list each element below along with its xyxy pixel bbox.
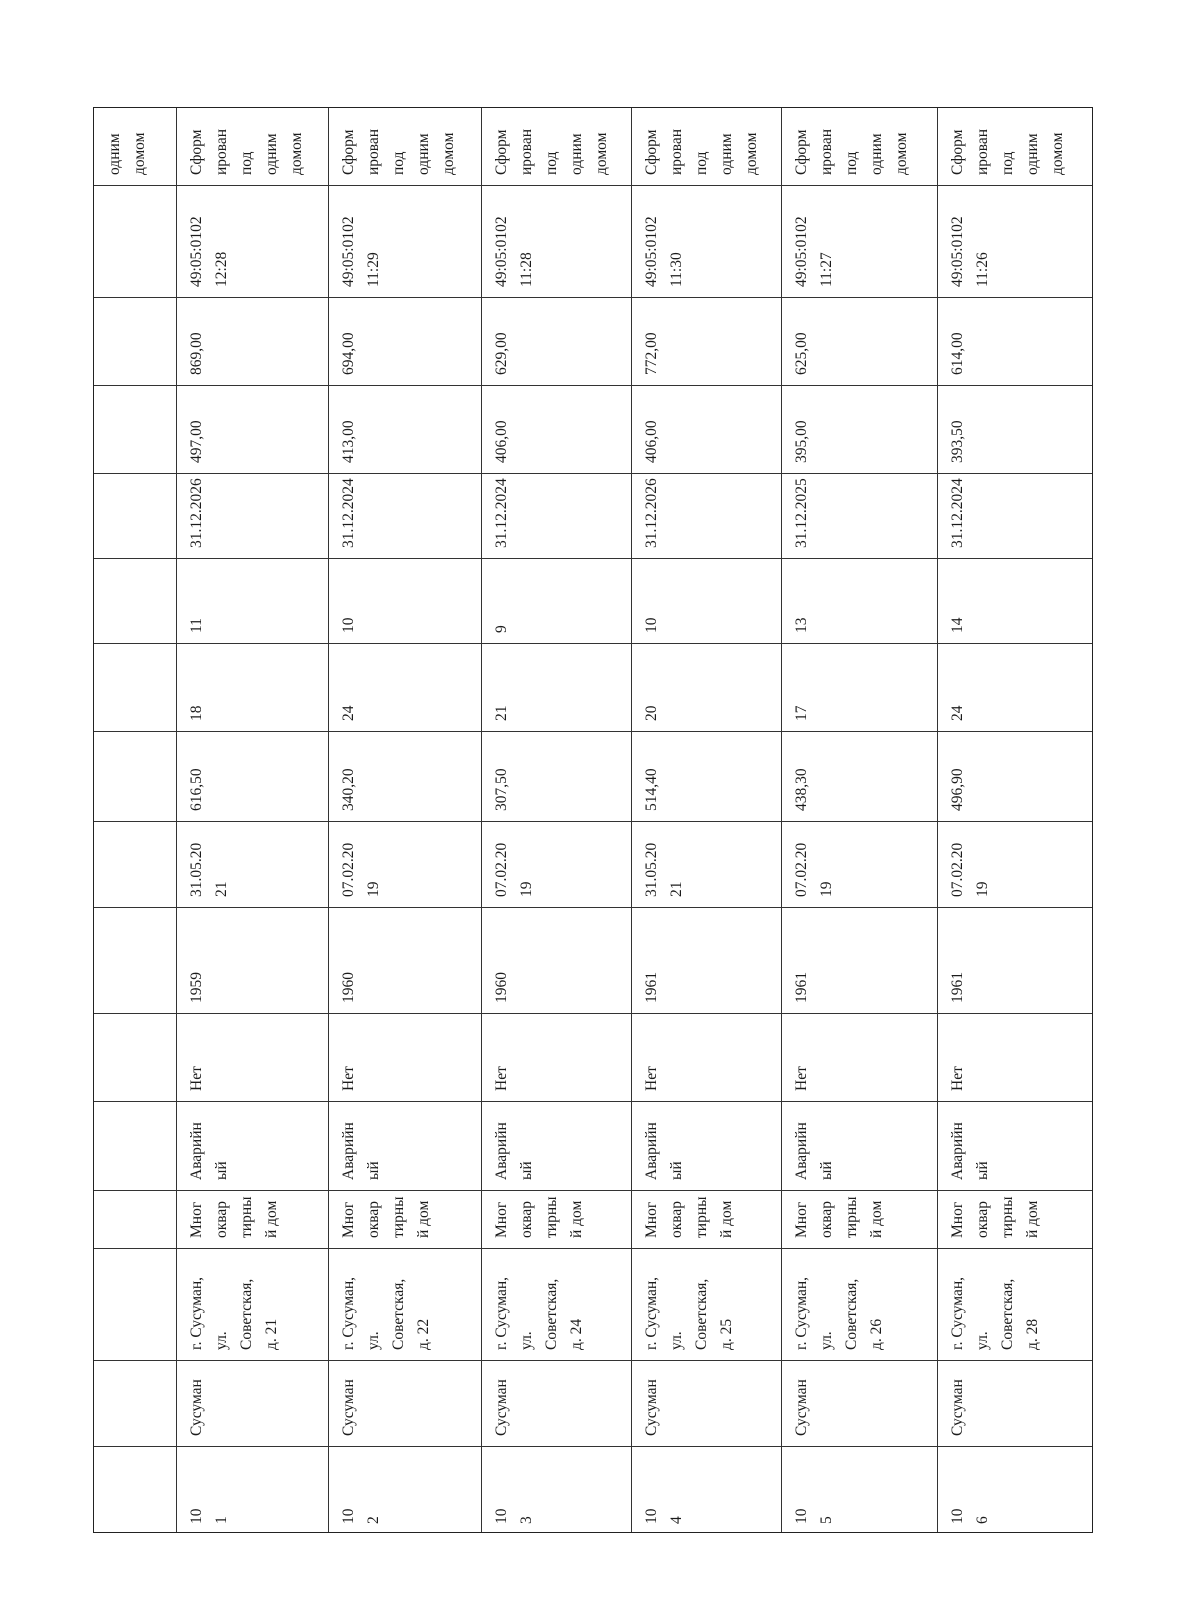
row-divider xyxy=(94,643,1092,644)
cell-cadastral: 49:05:0102 11:26 xyxy=(949,216,991,287)
column-divider xyxy=(176,108,177,1532)
cell-area: 438,30 xyxy=(793,768,810,811)
cell-flag: Нет xyxy=(793,1066,810,1091)
row-divider xyxy=(94,907,1092,908)
row-divider xyxy=(94,558,1092,559)
cell-area: 496,90 xyxy=(949,768,966,811)
row-divider xyxy=(94,1360,1092,1361)
cell-flag: Нет xyxy=(643,1066,660,1091)
cell-residents: 18 xyxy=(188,705,205,721)
row-divider xyxy=(94,1013,1092,1014)
row-divider xyxy=(94,473,1092,474)
cell-year: 1961 xyxy=(643,972,660,1003)
row-divider xyxy=(94,1248,1092,1249)
cell-address: г. Сусуман, ул. Советская, д. 22 xyxy=(340,1276,432,1350)
cell-land-area: 497,00 xyxy=(188,420,205,463)
row-divider xyxy=(94,731,1092,732)
cell-num: 10 3 xyxy=(493,1508,535,1524)
cell-formation: Сформ ирован под одним домом xyxy=(188,128,305,175)
cell-house-type: Мног оквар тирны й дом xyxy=(793,1196,885,1238)
cell-date-recognized: 31.05.20 21 xyxy=(188,842,230,897)
cell-house-type: Мног оквар тирны й дом xyxy=(188,1196,280,1238)
cell-flag: Нет xyxy=(493,1066,510,1091)
cell-residents: 24 xyxy=(340,705,357,721)
cell-num: 10 4 xyxy=(643,1508,685,1524)
cell-num: 10 2 xyxy=(340,1508,382,1524)
cell-cadastral: 49:05:0102 11:30 xyxy=(643,216,685,287)
cell-status: Аварийн ый xyxy=(340,1122,382,1180)
column-divider xyxy=(631,108,632,1532)
cell-formation: Сформ ирован под одним домом xyxy=(793,128,910,175)
cell-year: 1960 xyxy=(340,972,357,1003)
cell-formation: Сформ ирован под одним домом xyxy=(340,128,457,175)
cell-units: 13 xyxy=(793,617,810,633)
cell-address: г. Сусуман, ул. Советская, д. 21 xyxy=(188,1276,280,1350)
cell-units: 10 xyxy=(340,617,357,633)
cell-address: г. Сусуман, ул. Советская, д. 28 xyxy=(949,1276,1041,1350)
column-divider xyxy=(937,108,938,1532)
cell-house-type: Мног оквар тирны й дом xyxy=(340,1196,432,1238)
row-divider xyxy=(94,821,1092,822)
cell-land-area: 413,00 xyxy=(340,420,357,463)
cell-area: 340,20 xyxy=(340,768,357,811)
cell-formation: Сформ ирован под одним домом xyxy=(949,128,1066,175)
cell-num: 10 1 xyxy=(188,1508,230,1524)
cell-status: Аварийн ый xyxy=(493,1122,535,1180)
cell-land-area: 395,00 xyxy=(793,420,810,463)
cell-date-recognized: 07.02.20 19 xyxy=(340,842,382,897)
cell-units: 14 xyxy=(949,617,966,633)
cell-municipality: Сусуман xyxy=(643,1379,660,1436)
cell-house-type: Мног оквар тирны й дом xyxy=(493,1196,585,1238)
cell-formation: Сформ ирован под одним домом xyxy=(493,128,610,175)
cell-address: г. Сусуман, ул. Советская, д. 26 xyxy=(793,1276,885,1350)
cell-cadastral: 49:05:0102 11:27 xyxy=(793,216,835,287)
cell-land-area: 393,50 xyxy=(949,420,966,463)
cell-deadline: 31.12.2025 xyxy=(793,478,810,548)
cell-cadastral: 49:05:0102 12:28 xyxy=(188,216,230,287)
cell-deadline: 31.12.2024 xyxy=(949,478,966,548)
cell-year: 1961 xyxy=(793,972,810,1003)
cell-plot-area: 772,00 xyxy=(643,332,660,375)
cell-plot-area: 694,00 xyxy=(340,332,357,375)
cell-units: 9 xyxy=(493,625,510,633)
cell-formation-continued: одним домом xyxy=(106,132,148,175)
row-divider xyxy=(94,1101,1092,1102)
cell-year: 1960 xyxy=(493,972,510,1003)
cell-num: 10 5 xyxy=(793,1508,835,1524)
cell-address: г. Сусуман, ул. Советская, д. 25 xyxy=(643,1276,735,1350)
cell-units: 10 xyxy=(643,617,660,633)
row-divider xyxy=(94,185,1092,186)
cell-date-recognized: 07.02.20 19 xyxy=(493,842,535,897)
row-divider xyxy=(94,1446,1092,1447)
cell-status: Аварийн ый xyxy=(643,1122,685,1180)
cell-municipality: Сусуман xyxy=(340,1379,357,1436)
cell-flag: Нет xyxy=(949,1066,966,1091)
row-divider xyxy=(94,297,1092,298)
cell-area: 616,50 xyxy=(188,768,205,811)
cell-house-type: Мног оквар тирны й дом xyxy=(949,1196,1041,1238)
cell-cadastral: 49:05:0102 11:28 xyxy=(493,216,535,287)
cell-house-type: Мног оквар тирны й дом xyxy=(643,1196,735,1238)
column-divider xyxy=(481,108,482,1532)
cell-municipality: Сусуман xyxy=(493,1379,510,1436)
cell-residents: 21 xyxy=(493,705,510,721)
cell-status: Аварийн ый xyxy=(793,1122,835,1180)
cell-deadline: 31.12.2026 xyxy=(188,478,205,548)
cell-deadline: 31.12.2024 xyxy=(493,478,510,548)
rotated-table xyxy=(93,107,1093,1533)
cell-flag: Нет xyxy=(188,1066,205,1091)
row-divider xyxy=(94,1190,1092,1191)
cell-date-recognized: 07.02.20 19 xyxy=(949,842,991,897)
cell-deadline: 31.12.2026 xyxy=(643,478,660,548)
cell-formation: Сформ ирован под одним домом xyxy=(643,128,760,175)
cell-address: г. Сусуман, ул. Советская, д. 24 xyxy=(493,1276,585,1350)
cell-plot-area: 629,00 xyxy=(493,332,510,375)
cell-land-area: 406,00 xyxy=(643,420,660,463)
cell-date-recognized: 31.05.20 21 xyxy=(643,842,685,897)
cell-deadline: 31.12.2024 xyxy=(340,478,357,548)
cell-status: Аварийн ый xyxy=(188,1122,230,1180)
cell-municipality: Сусуман xyxy=(188,1379,205,1436)
cell-plot-area: 625,00 xyxy=(793,332,810,375)
cell-municipality: Сусуман xyxy=(793,1379,810,1436)
cell-year: 1961 xyxy=(949,972,966,1003)
cell-flag: Нет xyxy=(340,1066,357,1091)
cell-area: 514,40 xyxy=(643,768,660,811)
cell-status: Аварийн ый xyxy=(949,1122,991,1180)
column-divider xyxy=(781,108,782,1532)
cell-plot-area: 869,00 xyxy=(188,332,205,375)
cell-units: 11 xyxy=(188,618,205,633)
cell-land-area: 406,00 xyxy=(493,420,510,463)
cell-residents: 17 xyxy=(793,705,810,721)
cell-cadastral: 49:05:0102 11:29 xyxy=(340,216,382,287)
cell-plot-area: 614,00 xyxy=(949,332,966,375)
column-divider xyxy=(328,108,329,1532)
cell-num: 10 6 xyxy=(949,1508,991,1524)
row-divider xyxy=(94,385,1092,386)
cell-area: 307,50 xyxy=(493,768,510,811)
cell-date-recognized: 07.02.20 19 xyxy=(793,842,835,897)
cell-residents: 24 xyxy=(949,705,966,721)
cell-municipality: Сусуман xyxy=(949,1379,966,1436)
cell-year: 1959 xyxy=(188,972,205,1003)
cell-residents: 20 xyxy=(643,705,660,721)
